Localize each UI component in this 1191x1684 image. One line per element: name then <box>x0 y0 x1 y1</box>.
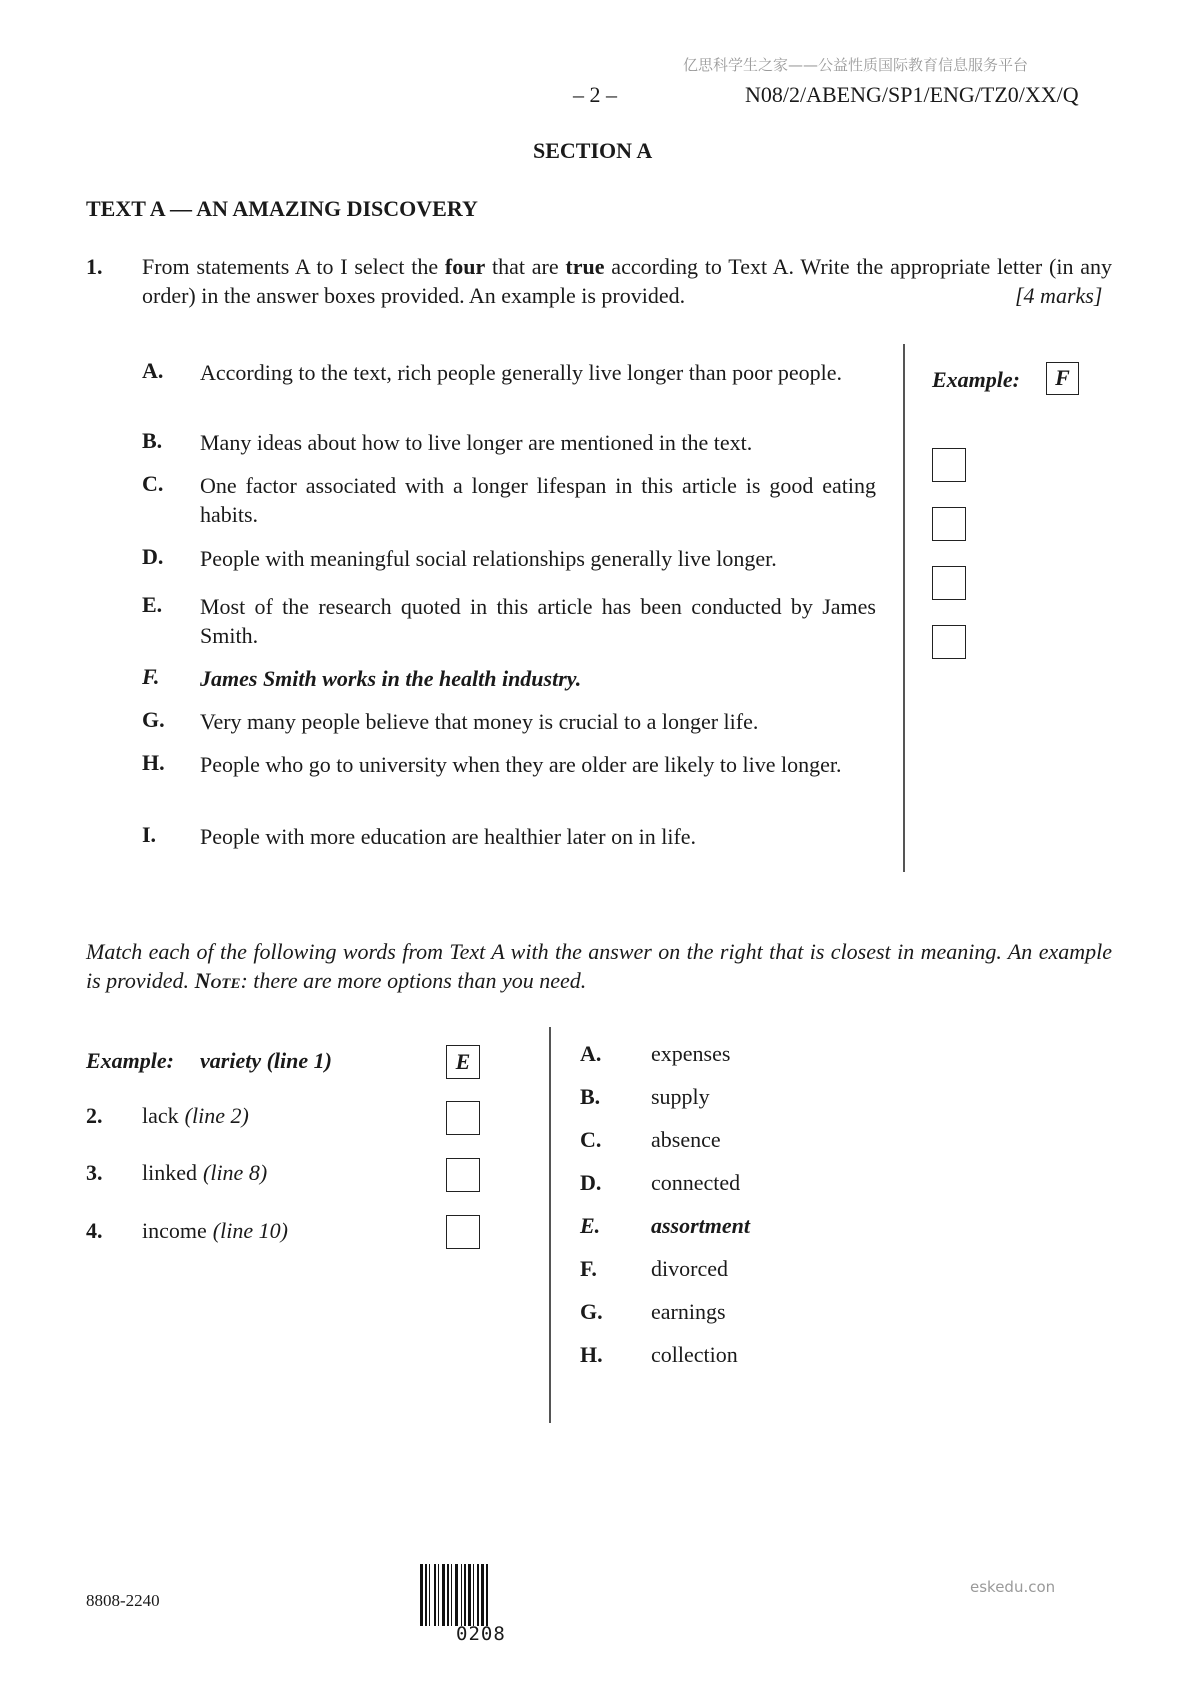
match-word: lack <box>142 1103 179 1128</box>
match-option-letter: C. <box>580 1127 602 1152</box>
answer-box-2[interactable] <box>932 507 966 541</box>
match-option-letter: E. <box>580 1213 601 1238</box>
statement-letter: D. <box>142 544 164 569</box>
barcode-bar <box>481 1564 484 1626</box>
statement-letter: C. <box>142 471 164 496</box>
page-number: – 2 – <box>573 82 617 107</box>
answer-box-1[interactable] <box>932 448 966 482</box>
paper-code: N08/2/ABENG/SP1/ENG/TZ0/XX/Q <box>745 82 1079 107</box>
barcode-number: 0208 <box>456 1623 506 1645</box>
section-title: SECTION A <box>533 138 653 163</box>
match-option-text: absence <box>651 1127 721 1152</box>
statement-letter: B. <box>142 428 163 453</box>
statement-text: One factor associated with a longer lifespan in this article is good eating habits. <box>200 473 876 527</box>
statement-text: Many ideas about how to live longer are mentioned in the text. <box>200 430 753 455</box>
match-option-letter: F. <box>580 1256 597 1281</box>
barcode-bar <box>434 1564 436 1626</box>
match-example-word: variety (line 1) <box>200 1048 332 1073</box>
match-line-ref: (line 10) <box>212 1218 288 1243</box>
q1-marks: [4 marks] <box>1015 283 1103 308</box>
match-word: linked <box>142 1160 197 1185</box>
match-option-text: divorced <box>651 1256 728 1281</box>
barcode-bar <box>477 1564 479 1626</box>
match-divider-line <box>549 1027 551 1423</box>
match-question-number: 4. <box>86 1218 103 1243</box>
statement-letter: I. <box>142 822 157 847</box>
match-option-letter: A. <box>580 1041 602 1066</box>
match-option-text: supply <box>651 1084 710 1109</box>
watermark-bottom: eskedu.con <box>970 1578 1056 1596</box>
match-instructions: Match each of the following words from Text A with the answer on the right that is closest in meaning. An example is provided. Note: there are more options than you need. <box>86 939 1112 993</box>
match-option-letter: H. <box>580 1342 603 1367</box>
barcode-bar <box>455 1564 458 1626</box>
barcode-bar <box>420 1564 423 1626</box>
example-answer-box: F <box>1046 362 1079 395</box>
footer-code: 8808-2240 <box>86 1591 160 1610</box>
statement-text: Most of the research quoted in this article has been conducted by James Smith. <box>200 594 876 648</box>
barcode-bar <box>468 1564 471 1626</box>
match-answer-box[interactable] <box>446 1101 480 1135</box>
match-option-text: collection <box>651 1342 738 1367</box>
q1-number: 1. <box>86 254 103 279</box>
match-answer-box[interactable] <box>446 1215 480 1249</box>
barcode-bar <box>429 1564 430 1626</box>
match-example-label: Example: <box>86 1048 174 1073</box>
match-option-text: earnings <box>651 1299 726 1324</box>
statement-text: Very many people believe that money is crucial to a longer life. <box>200 709 759 734</box>
statement-text: People who go to university when they are older are likely to live longer. <box>200 752 842 777</box>
barcode-bar <box>486 1564 488 1626</box>
match-line-ref: (line 8) <box>203 1160 268 1185</box>
match-option-letter: G. <box>580 1299 603 1324</box>
match-answer-box[interactable] <box>446 1158 480 1192</box>
barcode-bar <box>442 1564 445 1626</box>
statement-letter: G. <box>142 707 165 732</box>
match-option-text: connected <box>651 1170 741 1195</box>
match-option-text: assortment <box>651 1213 751 1238</box>
barcode <box>420 1564 550 1626</box>
statement-letter: A. <box>142 358 164 383</box>
q1-instructions: From statements A to I select the four that are true according to Text A. Write the appropriate letter (in any order) in the answer boxes provided. An example is provided. <box>142 254 1112 308</box>
match-option-letter: D. <box>580 1170 602 1195</box>
statement-text: According to the text, rich people generally live longer than poor people. <box>200 360 843 385</box>
example-label: Example: <box>932 367 1020 392</box>
match-question-word <box>142 1103 249 1129</box>
statement-text: People with more education are healthier later on in life. <box>200 824 697 849</box>
barcode-bar <box>464 1564 466 1626</box>
answer-box-4[interactable] <box>932 625 966 659</box>
match-question-word <box>142 1160 267 1186</box>
statement-letter: H. <box>142 750 165 775</box>
statement-text: James Smith works in the health industry. <box>200 666 582 691</box>
match-word: income <box>142 1218 207 1243</box>
answer-box-3[interactable] <box>932 566 966 600</box>
barcode-bar <box>425 1564 427 1626</box>
match-question-number: 3. <box>86 1160 103 1185</box>
barcode-bar <box>451 1564 452 1626</box>
barcode-bar <box>461 1564 462 1626</box>
statement-text: People with meaningful social relationships generally live longer. <box>200 546 777 571</box>
match-question-word <box>142 1218 288 1244</box>
watermark-top: 亿思科学生之家——公益性质国际教育信息服务平台 <box>683 56 1029 74</box>
statement-letter: F. <box>142 664 160 689</box>
match-example-box: E <box>446 1045 480 1079</box>
match-line-ref: (line 2) <box>184 1103 249 1128</box>
text-title: TEXT A — AN AMAZING DISCOVERY <box>86 196 478 221</box>
match-option-letter: B. <box>580 1084 601 1109</box>
divider-line <box>903 344 905 872</box>
barcode-bar <box>438 1564 439 1626</box>
match-option-text: expenses <box>651 1041 731 1066</box>
barcode-bar <box>447 1564 449 1626</box>
note-label: Note <box>194 968 241 993</box>
barcode-bar <box>473 1564 474 1626</box>
match-question-number: 2. <box>86 1103 103 1128</box>
statement-letter: E. <box>142 592 163 617</box>
